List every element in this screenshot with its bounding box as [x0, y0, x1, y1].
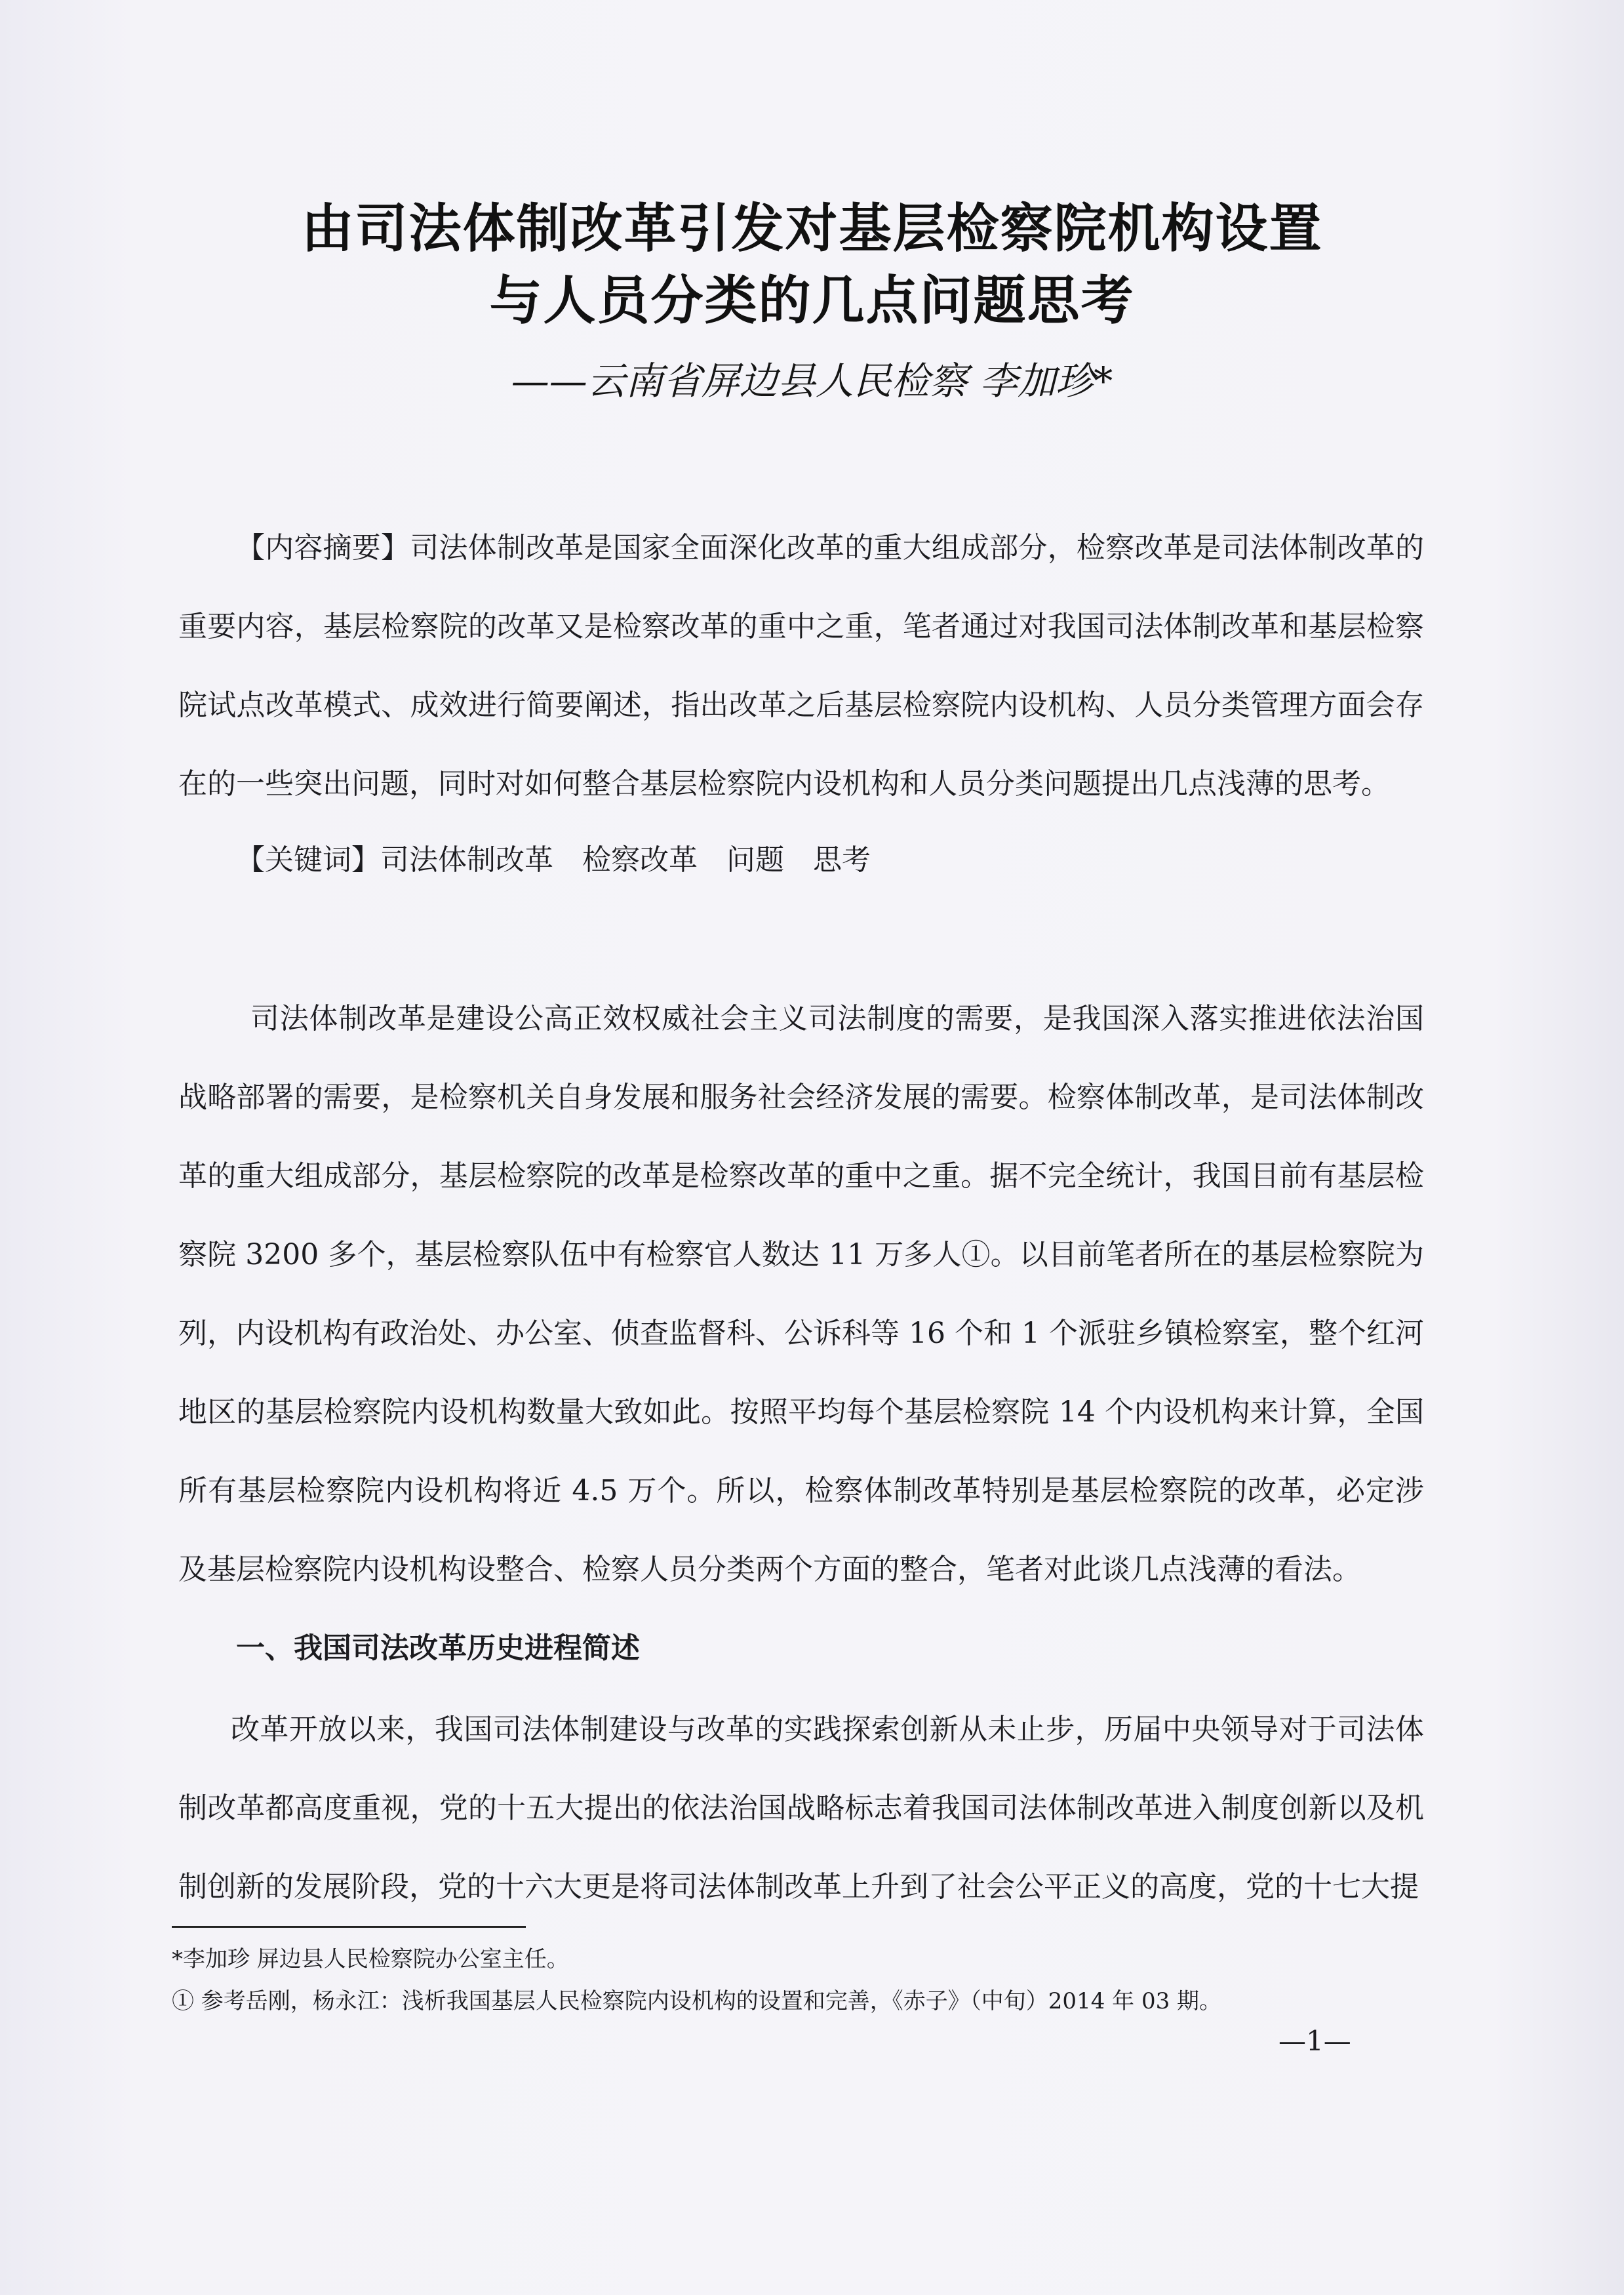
- keyword: 司法体制改革: [380, 843, 553, 877]
- title-line-2: 与人员分类的几点问题思考: [489, 269, 1135, 331]
- keywords-label: 【关键词】: [236, 843, 380, 877]
- author-byline: ——云南省屏边县人民检察 李加珍*: [511, 359, 1113, 403]
- footnote-reference: ① 参考岳刚，杨永江：浅析我国基层人民检察院内设机构的设置和完善，《赤子》（中旬）2014 年 03 期。: [172, 1988, 1222, 2014]
- section-heading: 一、我国司法改革历史进程简述: [236, 1631, 640, 1665]
- keyword: 检察改革: [582, 843, 698, 877]
- page-number: —1—: [1278, 2025, 1351, 2057]
- footnote-divider: [172, 1926, 526, 1928]
- abstract-text: 司法体制改革是国家全面深化改革的重大组成部分，检察改革是司法体制改革的重要内容，基层检察院的改革又是检察改革的重中之重，笔者通过对我国司法体制改革和基层检察院试点改革模式、成效进行简要阐述，指出改革之后基层检察院内设机构、人员分类管理方面会存在的一些突出问题，同时对如何整合基层检察院内设机构和人员分类问题提出几点浅薄的思考。: [178, 531, 1424, 801]
- keywords-paragraph: [178, 821, 1424, 900]
- abstract-paragraph: [178, 509, 1424, 824]
- intro-paragraph: 司法体制改革是建设公高正效权威社会主义司法制度的需要，是我国深入落实推进依法治国战略部署的需要，是检察机关自身发展和服务社会经济发展的需要。检察体制改革，是司法体制改革的重大组成部分，基层检察院的改革是检察改革的重中之重。据不完全统计，我国目前有基层检察院 3200 多个，基层检察队伍中有检察官人数达 11 万多人①。以目前笔者所在的基层检察院为列，内设机构有政治处、办公室、侦查监督科、公诉科等 16 个和 1 个派驻乡镇检察室，整个红河地区的基层检察院内设机构数量大致如此。按照平均每个基层检察院 14 个内设机构来计算，全国所有基层检察院内设机构将近 4.5 万个。所以，检察体制改革特别是基层检察院的改革，必定涉及基层检察院内设机构设整合、检察人员分类两个方面的整合，笔者对此谈几点浅薄的看法。: [178, 1002, 1424, 1586]
- abstract-label: 【内容摘要】: [236, 531, 410, 565]
- keyword: 思考: [813, 843, 871, 877]
- section-body-paragraph: 改革开放以来，我国司法体制建设与改革的实践探索创新从未止步，历届中央领导对于司法体制改革都高度重视，党的十五大提出的依法治国战略标志着我国司法体制改革进入制度创新以及机制创新的发展阶段，党的十六大更是将司法体制改革上升到了社会公平正义的高度，党的十七大提: [178, 1713, 1424, 1904]
- keyword: 问题: [726, 843, 784, 877]
- title-line-1: 由司法体制改革引发对基层检察院机构设置: [301, 197, 1323, 259]
- footnote-author: *李加珍 屏边县人民检察院办公室主任。: [172, 1946, 569, 1972]
